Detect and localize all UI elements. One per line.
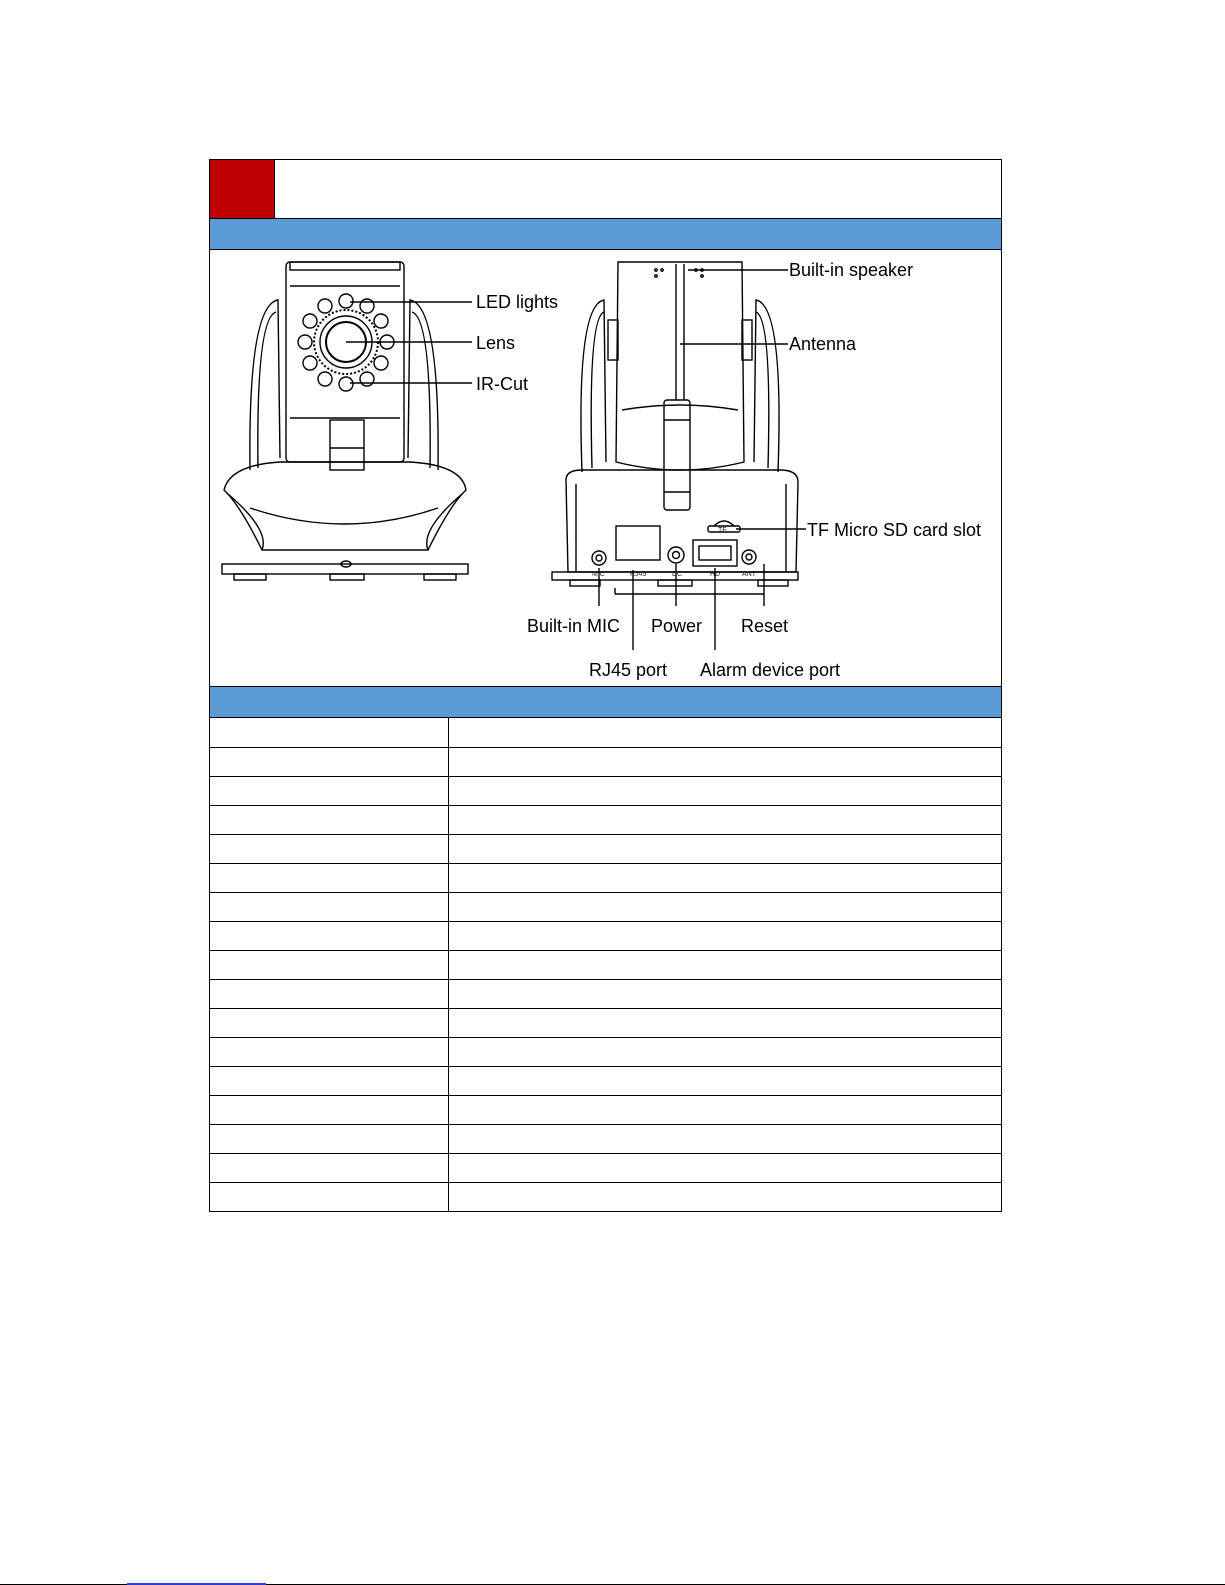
table-row: [210, 1008, 1001, 1037]
table-row: [210, 1066, 1001, 1095]
callout-mic: Built-in MIC: [527, 616, 621, 636]
spec-label-cell: [210, 1182, 448, 1211]
specs-section-band: [210, 687, 1001, 718]
spec-value-cell: [448, 718, 1001, 747]
spec-value-cell: [448, 1008, 1001, 1037]
port-label-dc: DC: [672, 571, 683, 578]
spec-value-cell: [448, 921, 1001, 950]
callout-antenna: Antenna: [789, 334, 857, 354]
callout-sd-slot: TF Micro SD card slot: [807, 520, 982, 540]
callout-speaker: Built-in speaker: [789, 260, 914, 280]
table-row: [210, 892, 1001, 921]
front-view-camera: [222, 262, 468, 580]
spec-value-cell: [448, 1095, 1001, 1124]
rear-ports-icon: [592, 521, 756, 566]
specs-table: [210, 718, 1001, 1211]
table-row: [210, 805, 1001, 834]
spec-value-cell: [448, 1124, 1001, 1153]
table-row: [210, 718, 1001, 747]
table-row: [210, 834, 1001, 863]
spec-label-cell: [210, 892, 448, 921]
spec-value-cell: [448, 805, 1001, 834]
spec-label-cell: [210, 1037, 448, 1066]
spec-value-cell: [448, 863, 1001, 892]
table-row: [210, 1124, 1001, 1153]
port-label-hd: HD: [710, 571, 721, 578]
spec-value-cell: [448, 747, 1001, 776]
callout-alarm: Alarm device port: [700, 660, 841, 680]
table-row: [210, 979, 1001, 1008]
spec-label-cell: [210, 1153, 448, 1182]
port-label-tf: TF: [718, 527, 727, 534]
spec-label-cell: [210, 950, 448, 979]
spec-value-cell: [448, 1182, 1001, 1211]
table-row: [210, 1037, 1001, 1066]
callout-led-lights: LED lights: [476, 292, 559, 312]
callout-rj45: RJ45 port: [589, 660, 668, 680]
callout-reset: Reset: [741, 616, 789, 636]
table-row: [210, 747, 1001, 776]
camera-diagram: [210, 250, 1001, 687]
header-accent-block: [210, 160, 275, 218]
port-label-ant: ANT: [742, 571, 756, 578]
spec-value-cell: [448, 1037, 1001, 1066]
spec-value-cell: [448, 1066, 1001, 1095]
table-row: [210, 1182, 1001, 1211]
spec-label-cell: [210, 776, 448, 805]
sheet-header: [210, 160, 1001, 219]
callout-power: Power: [651, 616, 703, 636]
spec-label-cell: [210, 1066, 448, 1095]
spec-value-cell: [448, 950, 1001, 979]
spec-sheet: [209, 159, 1002, 1212]
port-label-rj45: RJ45: [630, 571, 647, 578]
table-row: [210, 921, 1001, 950]
spec-label-cell: [210, 834, 448, 863]
spec-label-cell: [210, 747, 448, 776]
diagram-section-band: [210, 219, 1001, 250]
spec-value-cell: [448, 776, 1001, 805]
table-row: [210, 776, 1001, 805]
specs-table-body: [210, 718, 1001, 1211]
spec-label-cell: [210, 921, 448, 950]
spec-value-cell: [448, 1153, 1001, 1182]
spec-value-cell: [448, 892, 1001, 921]
table-row: [210, 863, 1001, 892]
spec-label-cell: [210, 805, 448, 834]
callout-lens: Lens: [476, 333, 516, 353]
table-row: [210, 950, 1001, 979]
spec-label-cell: [210, 1095, 448, 1124]
table-row: [210, 1153, 1001, 1182]
spec-label-cell: [210, 1124, 448, 1153]
camera-diagram-svg: [210, 250, 1003, 686]
callout-ir-cut: IR-Cut: [476, 374, 529, 394]
spec-value-cell: [448, 834, 1001, 863]
spec-label-cell: [210, 863, 448, 892]
spec-label-cell: [210, 718, 448, 747]
spec-label-cell: [210, 1008, 448, 1037]
back-view-camera: [552, 262, 798, 586]
table-row: [210, 1095, 1001, 1124]
port-label-mic: MIC: [592, 571, 605, 578]
spec-label-cell: [210, 979, 448, 1008]
spec-value-cell: [448, 979, 1001, 1008]
